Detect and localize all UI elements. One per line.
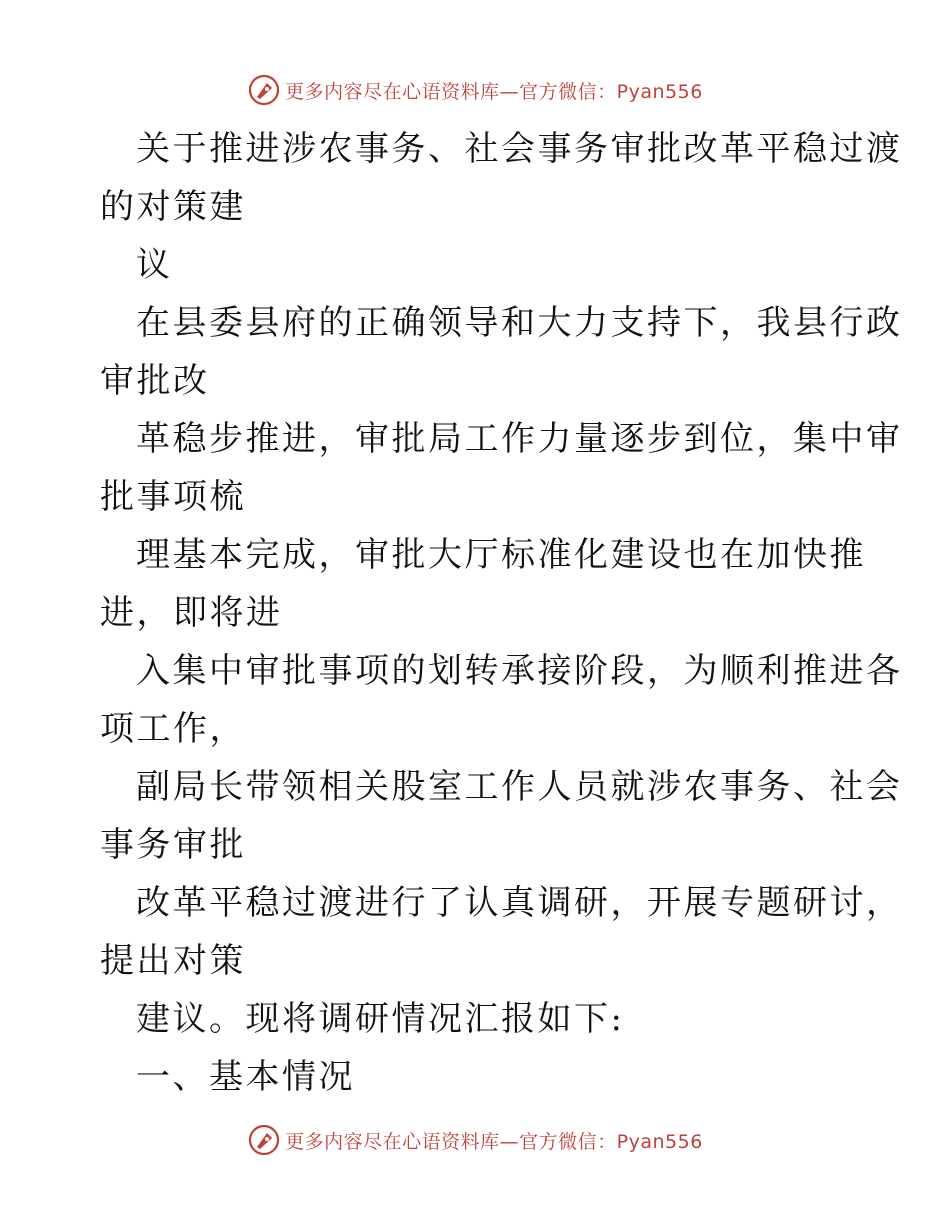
paragraph-line: 项工作，	[100, 709, 246, 749]
document-body	[100, 120, 903, 1106]
paragraph-line: 建议。现将调研情况汇报如下:	[136, 999, 625, 1039]
footer-banner	[0, 1120, 950, 1160]
paragraph-line: 提出对策	[100, 941, 246, 981]
title-line-3: 议	[136, 245, 173, 285]
paragraph-line: 批事项梳	[100, 477, 246, 517]
paragraph-line: 革稳步推进，审批局工作力量逐步到位，集中审	[136, 419, 903, 459]
title-line-1: 关于推进涉农事务、社会事务审批改革平稳过渡	[136, 129, 903, 169]
footer-banner-text: 更多内容尽在心语资料库—官方微信：Pyan556	[285, 1130, 703, 1153]
pen-nib-logo-icon	[247, 1123, 281, 1157]
paragraph-line: 进，即将进	[100, 593, 283, 633]
header-banner-text: 更多内容尽在心语资料库—官方微信：Pyan556	[285, 80, 703, 103]
section-heading: 一、基本情况	[136, 1057, 355, 1097]
title-line-2: 的对策建	[100, 187, 246, 227]
paragraph-line: 改革平稳过渡进行了认真调研，开展专题研讨，	[136, 883, 903, 923]
paragraph-line: 审批改	[100, 361, 210, 401]
paragraph-line: 入集中审批事项的划转承接阶段，为顺利推进各	[136, 651, 903, 691]
paragraph-line: 理基本完成，审批大厅标准化建设也在加快推	[136, 535, 866, 575]
header-banner	[0, 70, 950, 110]
paragraph-line: 在县委县府的正确领导和大力支持下，我县行政	[136, 303, 903, 343]
pen-nib-logo-icon	[247, 73, 281, 107]
paragraph-line: 事务审批	[100, 825, 246, 865]
paragraph-line: 副局长带领相关股室工作人员就涉农事务、社会	[136, 767, 903, 807]
